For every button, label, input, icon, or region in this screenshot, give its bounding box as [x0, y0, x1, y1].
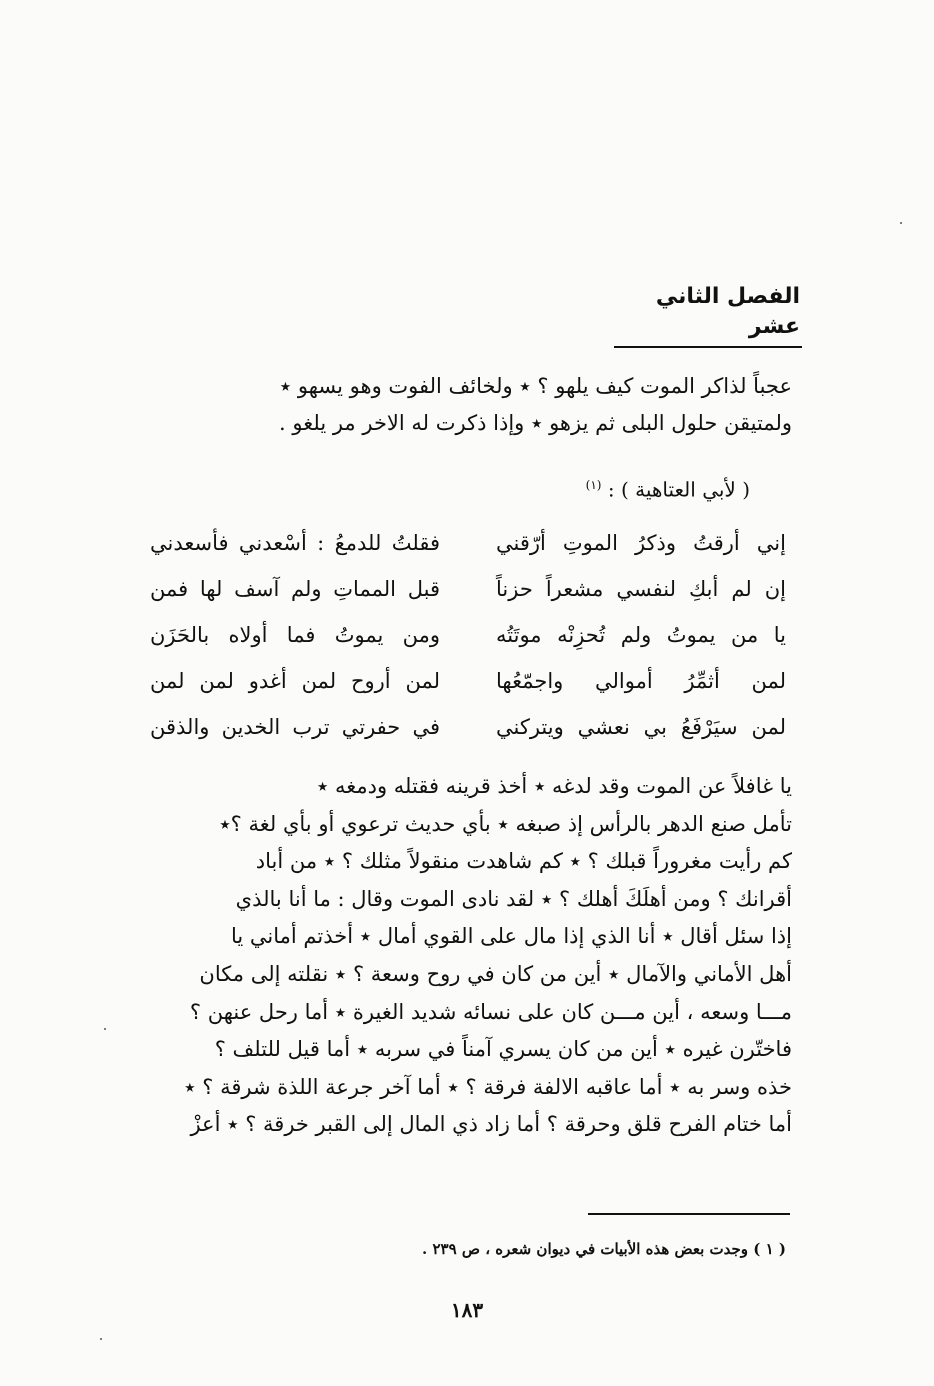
intro-paragraph: [132, 368, 792, 442]
body-line: إذا سئل أقال ٭ أنا الذي إذا مال على القوي أمال ٭ أخذتم أماني يا: [230, 924, 792, 949]
scan-speck: [900, 222, 902, 224]
body-line: أما ختام الفرح قلق وحرقة ؟ أما زاد ذي المال إلى القبر خرقة ؟ ٭ أعزْ: [190, 1112, 792, 1137]
footnote: ( ١ ) وجدت بعض هذه الأبيات في ديوان شعره ، ص ٢٣٩ .: [422, 1240, 786, 1258]
poet-attribution: [586, 470, 750, 505]
body-line: خذه وسر به ٭ أما عاقبه الالفة فرقة ؟ ٭ أما آخر جرعة اللذة شرقة ؟ ٭: [184, 1074, 792, 1099]
poem-verse: [150, 658, 786, 704]
body-paragraph: [132, 768, 792, 1144]
verse-second-hemistich: قبل المماتِ ولم آسف لها فمن: [150, 577, 440, 601]
verse-first-hemistich: إني أرقتُ وذكرُ الموتِ أرّقني: [496, 531, 786, 555]
scan-speck: [100, 1338, 102, 1340]
body-line: أهل الأماني والآمال ٭ أين من كان في روح وسعة ؟ ٭ نقلته إلى مكان: [199, 961, 792, 986]
verse-second-hemistich: في حفرتي ترب الخدين والذقن: [150, 715, 440, 739]
body-line: كم رأيت مغروراً قبلك ؟ ٭ كم شاهدت منقولاً مثلك ؟ ٭ من أباد: [255, 849, 792, 874]
body-line: مـــا وسعه ، أين مـــن كان على نسائه شديد الغيرة ٭ أما رحل عنهن ؟: [189, 999, 792, 1024]
intro-line: ولمتيقن حلول البلى ثم يزهو ٭ وإذا ذكرت له الاخر مر يلغو .: [279, 411, 792, 435]
scan-speck: [104, 1028, 106, 1030]
verse-first-hemistich: يا من يموتُ ولم تُحزِنْه موتَتُه: [496, 623, 786, 647]
verse-first-hemistich: لمن أثمِّرُ أموالي واجمّعُها: [496, 669, 786, 693]
poem-verse: [150, 612, 786, 658]
poem-verse: [150, 520, 786, 566]
body-line: أقرانك ؟ ومن أهلَكَ أهلك ؟ ٭ لقد نادى الموت وقال : ما أنا بالذي: [235, 886, 792, 911]
body-line: تأمل صنع الدهر بالرأس إذ صبغه ٭ بأي حديث ترعوي أو بأي لغة ؟٭: [219, 811, 792, 836]
chapter-title-underline: [614, 346, 802, 348]
body-line: يا غافلاً عن الموت وقد لدغه ٭ أخذ قرينه فقتله ودمغه ٭: [316, 774, 792, 798]
poem-verse: [150, 566, 786, 612]
body-line: فاختّرن غيره ٭ أين من كان يسري آمناً في سربه ٭ أما قيل للتلف ؟: [214, 1037, 792, 1062]
footnote-separator: [588, 1213, 790, 1215]
verse-first-hemistich: إن لم أبكِ لنفسي مشعراً حزناً: [496, 577, 786, 601]
verse-second-hemistich: ومن يموتُ فما أولاه بالحَزَن: [150, 623, 440, 647]
attribution-text: ( لأبي العتاهية ) :: [607, 477, 750, 502]
verse-first-hemistich: لمن سيَرْفَعُ بي نعشي ويتركني: [496, 715, 786, 739]
chapter-title: الفصل الثاني عشر: [655, 284, 800, 339]
footnote-marker: (١): [585, 478, 602, 492]
poem-verse: [150, 704, 786, 750]
verse-second-hemistich: فقلتُ للدمعُ : أسْعدني فأسعدني: [150, 531, 440, 555]
page-number: ١٨٣: [450, 1298, 484, 1322]
poem: [150, 520, 786, 750]
chapter-header: [610, 282, 800, 348]
intro-line: عجباً لذاكر الموت كيف يلهو ؟ ٭ ولخائف الفوت وهو يسهو ٭: [279, 374, 792, 398]
verse-second-hemistich: لمن أروح لمن أغدو لمن لمن: [150, 669, 440, 693]
